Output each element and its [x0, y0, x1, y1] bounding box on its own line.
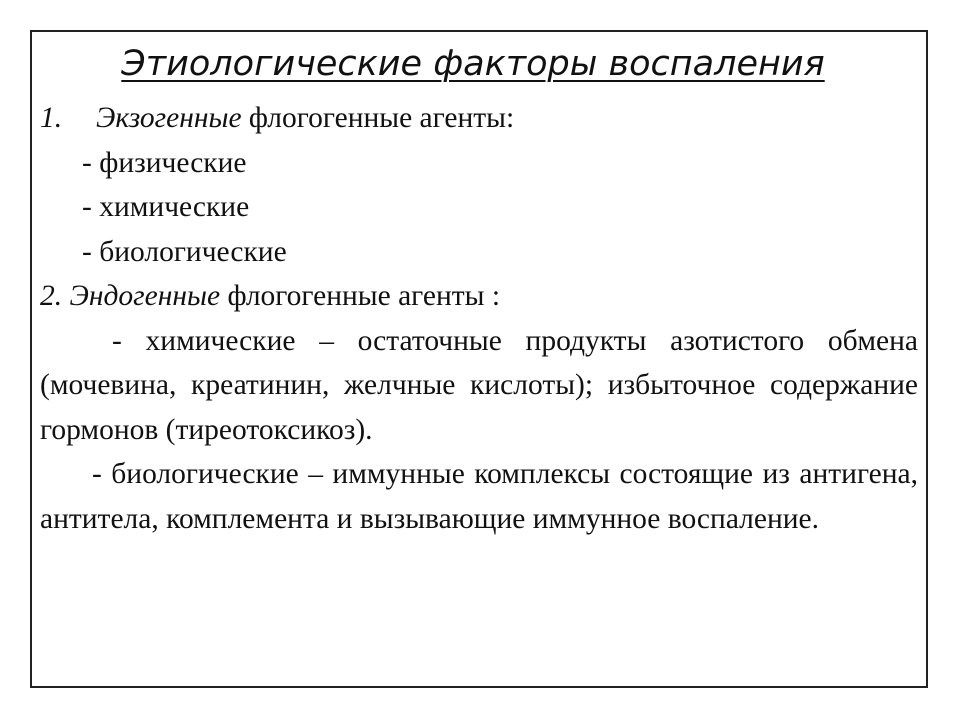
list-item-1-term: Экзогенные — [96, 102, 242, 134]
slide-title: Этиологические факторы воспаления — [121, 44, 825, 84]
list-item-1-number: 1. — [40, 102, 63, 134]
list-item-2-text: флогогенные агенты : — [220, 280, 501, 312]
list-item-2-term: Эндогенные — [69, 280, 221, 312]
list-item-2-number: 2. — [40, 280, 63, 312]
list-item-1 — [40, 96, 918, 141]
slide-body — [40, 96, 918, 541]
list-item-1-text: флогогенные агенты: — [241, 102, 515, 134]
sub-item-chemical: - химические — [82, 191, 250, 223]
sub-item-physical: - физические — [82, 146, 247, 179]
paragraph-endogenous-biological: - биологические – иммунные комплексы состоящие из антигена, антитела, комплемента и вызывающие иммунное воспаление. — [40, 458, 918, 535]
list-item-2 — [40, 274, 918, 319]
sub-item-biological: - биологические — [82, 235, 287, 268]
paragraph-endogenous-chemical: - химические – остаточные продукты азотистого обмена (мочевина, креатинин, желчные кислоты); избыточное содержание гормонов (тиреотоксикоз). — [40, 324, 918, 446]
